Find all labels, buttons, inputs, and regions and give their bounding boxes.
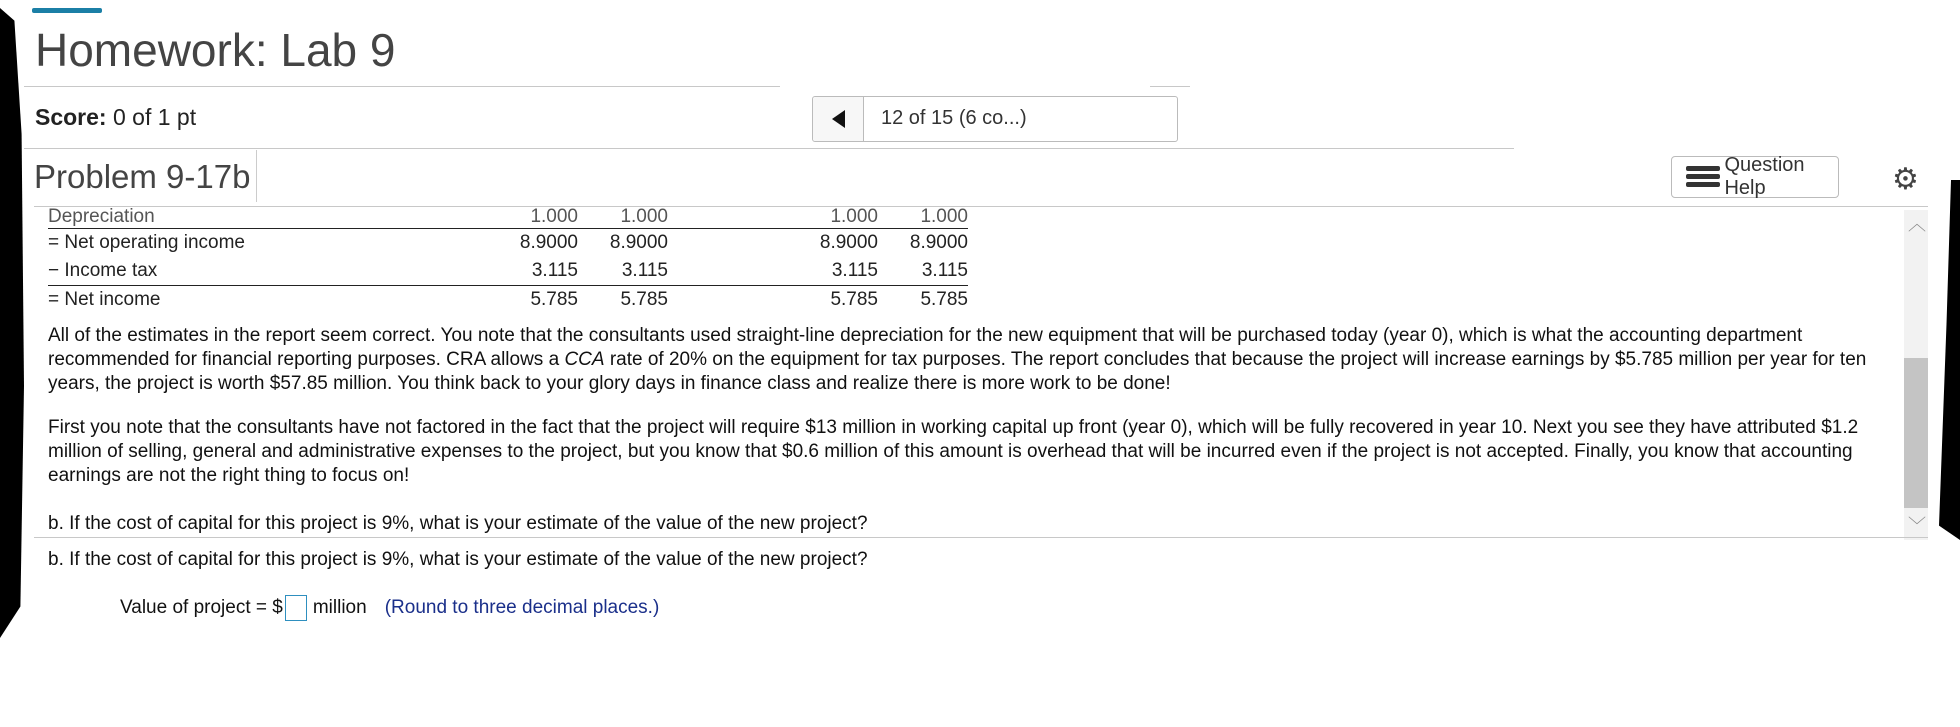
- project-value-input[interactable]: [285, 595, 307, 621]
- left-triangle-icon: [832, 110, 845, 128]
- income-statement-table: [48, 206, 968, 314]
- question-position[interactable]: 12 of 15 (6 co...): [881, 107, 1027, 129]
- table-row: [48, 257, 968, 286]
- table-cell: 3.115: [621, 260, 668, 281]
- question-text: b. If the cost of capital for this project is 9%, what is your estimate of the value of the new project?: [48, 549, 868, 570]
- score-rule: [24, 148, 1514, 149]
- answer-prefix: Value of project = $: [120, 597, 283, 618]
- page-title: Homework: Lab 9: [35, 24, 396, 76]
- table-row: [48, 206, 968, 229]
- table-cell: 3.115: [831, 260, 878, 281]
- answer-line: [120, 595, 659, 621]
- title-rule: [24, 86, 780, 87]
- table-cell: 1.000: [620, 206, 668, 227]
- previous-question-button[interactable]: [813, 97, 864, 141]
- table-cell: 1.000: [530, 206, 578, 227]
- table-cell: 3.115: [531, 260, 578, 281]
- chevron-up-icon[interactable]: ︿: [1908, 214, 1926, 234]
- question-navigator[interactable]: [812, 96, 1178, 142]
- table-cell: 1.000: [920, 206, 968, 227]
- table-row: [48, 229, 968, 258]
- table-cell: 5.785: [788, 286, 878, 315]
- table-cell: = Net income: [48, 286, 488, 315]
- score-value: 0 of 1 pt: [112, 104, 197, 130]
- list-icon: [1686, 166, 1716, 188]
- paragraph-text: All of the estimates in the report seem correct. You note that the consultants used straight-line depreciation for the new equipment that will be purchased today (year 0), which is what the accounting department recommended for financial reporting purposes. CRA allows a: [48, 325, 1803, 370]
- scrollbar-thumb[interactable]: [1904, 358, 1928, 508]
- table-cell: − Income tax: [48, 260, 158, 281]
- table-cell: 5.785: [488, 286, 578, 315]
- problem-statement-scroll[interactable]: [34, 206, 1902, 536]
- chevron-down-icon[interactable]: ﹀: [1908, 516, 1926, 536]
- score: [35, 104, 196, 131]
- table-cell: 8.9000: [878, 229, 968, 258]
- table-cell: 1.000: [830, 206, 878, 227]
- paragraph-italic: CCA: [564, 349, 605, 370]
- paragraph-estimates: [48, 324, 1898, 396]
- question-help-button[interactable]: [1671, 156, 1839, 198]
- table-row: [48, 286, 968, 315]
- question-rule: [34, 537, 1928, 538]
- table-cell: Depreciation: [48, 206, 155, 227]
- paragraph-text: rate of 20% on the equipment for tax purposes. The report concludes that because the project will increase earnings by $5.785 million per year for ten years, the project is worth $57.85 million. You think back to your glory days in finance class and realize there is more work to be done!: [48, 349, 1867, 394]
- table-cell: 8.9000: [788, 229, 878, 258]
- question-help-label: Question Help: [1724, 154, 1805, 199]
- question-text-scroll: b. If the cost of capital for this project is 9%, what is your estimate of the value of the new project?: [48, 513, 868, 534]
- table-cell: = Net operating income: [48, 229, 488, 258]
- screen-edge-left: [0, 8, 24, 638]
- table-cell: 5.785: [878, 286, 968, 315]
- table-cell: 8.9000: [488, 229, 578, 258]
- problem-title-divider: [256, 150, 257, 202]
- table-cell: 8.9000: [578, 229, 668, 258]
- table-cell: 5.785: [578, 286, 668, 315]
- gear-icon[interactable]: ⚙: [1892, 163, 1919, 196]
- paragraph-working-capital: First you note that the consultants have not factored in the fact that the project will require $13 million in working capital up front (year 0), which will be fully recovered in year 10. Next you see they have attributed $1.2 million of selling, general and administrative expenses to the project, but you know that $0.6 million of this amount is overhead that will be incurred even if the project is not accepted. Finally, you know that accounting earnings are not the right thing to focus on!: [48, 417, 1859, 486]
- problem-title: Problem 9-17b: [34, 158, 251, 195]
- score-label: Score:: [35, 104, 107, 130]
- table-cell: 3.115: [921, 260, 968, 281]
- title-rule-right: [1150, 86, 1190, 87]
- screen-edge-right: [1930, 180, 1960, 540]
- scrollbar[interactable]: [1904, 210, 1928, 540]
- rounding-hint: (Round to three decimal places.): [384, 597, 660, 618]
- top-accent-bar: [32, 8, 102, 13]
- answer-suffix: million: [312, 597, 367, 618]
